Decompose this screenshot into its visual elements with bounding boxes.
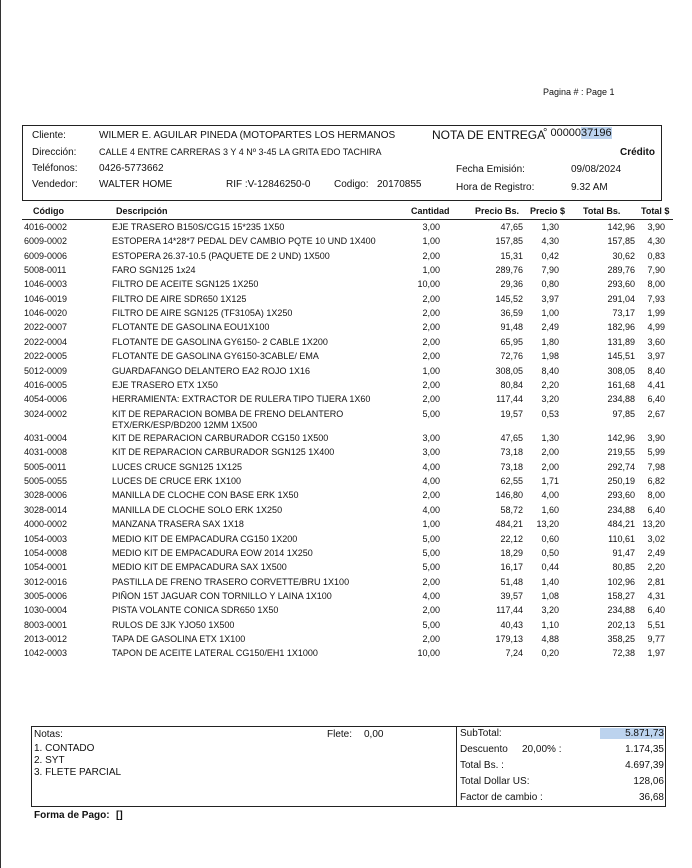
cell-qty: 3,00: [422, 433, 440, 444]
table-row: [0, 236, 692, 249]
phones-label: Teléfonos:: [32, 163, 78, 174]
cell-code: 5012-0009: [24, 365, 68, 376]
cell-desc: RULOS DE 3JK YJO50 1X500: [112, 619, 235, 630]
cell-price-bs: 308,05: [495, 365, 523, 376]
cell-price-bs: 58,72: [500, 504, 523, 515]
cell-total-bs: 234,88: [607, 504, 635, 515]
cell-total-bs: 293,60: [607, 279, 635, 290]
cell-total-usd: 0,83: [647, 250, 665, 261]
cell-desc: FILTRO DE AIRE SDR650 1X125: [112, 293, 247, 304]
cell-code: 1042-0003: [24, 648, 68, 659]
table-row: [0, 380, 692, 393]
cell-price-bs: 179,13: [495, 633, 523, 644]
table-row: [0, 534, 692, 547]
cell-code: 4016-0005: [24, 379, 68, 390]
table-row: [0, 351, 692, 364]
table-row: [0, 222, 692, 235]
cell-total-bs: 30,62: [612, 250, 635, 261]
cell-desc: FILTRO DE AIRE SGN125 (TF3105A) 1X250: [112, 308, 293, 319]
cell-total-bs: 289,76: [607, 265, 635, 276]
freight-label: Flete:: [327, 729, 353, 740]
cell-code: 3024-0002: [24, 408, 68, 419]
col-header-price-usd: Precio $: [530, 206, 566, 216]
cell-total-usd: 7,93: [647, 293, 665, 304]
total-usd-label: Total Dollar US:: [460, 776, 530, 787]
cell-code: 3005-0006: [24, 590, 68, 601]
cell-qty: 2,00: [422, 605, 440, 616]
cell-total-usd: 13,20: [642, 519, 665, 530]
table-row: [0, 394, 692, 407]
cell-desc: PISTA VOLANTE CONICA SDR650 1X50: [112, 605, 279, 616]
cell-total-bs: 97,85: [612, 408, 635, 419]
cell-desc: GUARDAFANGO DELANTERO EA2 ROJO 1X16: [112, 365, 311, 376]
cell-code: 6009-0006: [24, 250, 68, 261]
cell-qty: 2,00: [422, 351, 440, 362]
cell-total-bs: 73,17: [612, 308, 635, 319]
doc-number-suffix: 37196: [581, 127, 612, 139]
cell-qty: 5,00: [422, 619, 440, 630]
cell-desc: FILTRO DE ACEITE SGN125 1X250: [112, 279, 259, 290]
cell-desc: MEDIO KIT DE EMPACADURA EOW 2014 1X250: [112, 547, 313, 558]
cell-total-usd: 6,40: [647, 504, 665, 515]
cell-total-bs: 80,85: [612, 562, 635, 573]
cell-total-usd: 9,77: [647, 633, 665, 644]
cell-total-bs: 234,88: [607, 394, 635, 405]
cell-price-usd: 4,30: [541, 236, 559, 247]
table-row: [0, 577, 692, 590]
code-value: 20170855: [377, 179, 422, 190]
cell-code: 4054-0006: [24, 394, 68, 405]
cell-price-usd: 7,90: [541, 265, 559, 276]
cell-qty: 1,00: [422, 265, 440, 276]
cell-price-bs: 15,31: [500, 250, 523, 261]
cell-desc: EJE TRASERO B150S/CG15 15*235 1X50: [112, 222, 285, 232]
table-row: [0, 447, 692, 460]
cell-price-bs: 40,43: [500, 619, 523, 630]
cell-qty: 3,00: [422, 447, 440, 458]
cell-total-bs: 110,61: [608, 533, 635, 544]
cell-total-bs: 157,85: [607, 236, 635, 247]
note-2: 2. SYT: [34, 755, 65, 766]
doc-title: NOTA DE ENTREGA: [432, 128, 546, 142]
col-header-code: Código: [33, 206, 64, 216]
cell-price-usd: 0,20: [541, 648, 559, 659]
cell-total-bs: 250,19: [607, 476, 635, 487]
cell-price-usd: 1,00: [541, 308, 559, 319]
table-row: [0, 476, 692, 489]
cell-qty: 5,00: [422, 533, 440, 544]
cell-desc: MANILLA DE CLOCHE SOLO ERK 1X250: [112, 504, 283, 515]
cell-code: 3028-0014: [24, 504, 68, 515]
totals-divider: [456, 726, 457, 806]
cell-code: 1030-0004: [24, 605, 68, 616]
cell-price-usd: 13,20: [536, 519, 559, 530]
col-header-total-usd: Total $: [641, 206, 670, 216]
cell-total-usd: 4,41: [647, 379, 665, 390]
cell-total-usd: 6,82: [647, 476, 665, 487]
cell-qty: 3,00: [422, 222, 440, 232]
cell-price-bs: 72,76: [500, 351, 523, 362]
cell-price-bs: 80,84: [500, 379, 523, 390]
cell-price-bs: 47,65: [500, 433, 523, 444]
cell-price-usd: 0,53: [541, 408, 559, 419]
cell-code: 1046-0020: [24, 308, 68, 319]
cell-total-bs: 234,88: [607, 605, 635, 616]
table-row: [0, 294, 692, 307]
table-row: [0, 337, 692, 350]
cell-total-bs: 158,27: [607, 590, 635, 601]
table-row: [0, 462, 692, 475]
note-3: 3. FLETE PARCIAL: [34, 767, 122, 778]
cell-total-usd: 1,97: [647, 648, 665, 659]
cell-price-usd: 1,10: [541, 619, 559, 630]
cell-price-usd: 0,42: [541, 250, 559, 261]
table-row: [0, 634, 692, 647]
cell-code: 5008-0011: [24, 265, 67, 276]
cell-total-usd: 6,40: [647, 605, 665, 616]
cell-price-usd: 0,44: [541, 562, 559, 573]
discount-value: 1.174,35: [625, 744, 664, 755]
cell-total-usd: 2,81: [647, 576, 665, 587]
cell-price-usd: 1,30: [541, 222, 559, 232]
cell-total-bs: 292,74: [607, 461, 635, 472]
code-label: Codigo:: [334, 179, 369, 190]
cell-qty: 5,00: [422, 562, 440, 573]
cell-total-usd: 3,90: [647, 433, 665, 444]
cell-price-bs: 117,44: [496, 394, 523, 405]
cell-total-usd: 3,90: [647, 222, 665, 232]
cell-code: 5005-0055: [24, 476, 68, 487]
cell-code: 8003-0001: [24, 619, 68, 630]
subtotal-label: SubTotal:: [460, 728, 502, 739]
exchange-rate-label: Factor de cambio :: [460, 792, 543, 803]
col-header-desc: Descripción: [116, 206, 168, 216]
cell-price-bs: 65,95: [500, 336, 523, 347]
cell-price-usd: 2,00: [541, 461, 559, 472]
cell-total-bs: 182,96: [607, 322, 635, 333]
cell-price-usd: 0,60: [541, 533, 559, 544]
cell-price-usd: 3,97: [541, 293, 559, 304]
cell-total-bs: 202,13: [607, 619, 635, 630]
cell-desc: LUCES CRUCE SGN125 1X125: [112, 461, 243, 472]
table-row: [0, 648, 692, 661]
table-row: [0, 322, 692, 335]
notes-label: Notas:: [34, 729, 63, 740]
cell-qty: 2,00: [422, 322, 440, 333]
cell-desc: MANZANA TRASERA SAX 1X18: [112, 519, 244, 530]
col-header-total-bs: Total Bs.: [583, 206, 621, 216]
cell-total-usd: 8,00: [647, 279, 665, 290]
header-separator: [22, 219, 673, 220]
cell-qty: 2,00: [422, 576, 440, 587]
table-row: [0, 308, 692, 321]
cell-price-usd: 1,98: [541, 351, 559, 362]
table-row: [0, 279, 692, 292]
note-1: 1. CONTADO: [34, 743, 95, 754]
cell-code: 3012-0016: [24, 576, 68, 587]
cell-total-bs: 131,89: [607, 336, 635, 347]
table-row: [0, 562, 692, 575]
freight-value: 0,00: [364, 729, 384, 740]
cell-total-bs: 484,21: [607, 519, 635, 530]
cell-total-usd: 1,99: [647, 308, 665, 319]
cell-total-usd: 8,40: [647, 365, 665, 376]
cell-qty: 4,00: [422, 504, 440, 515]
table-row: [0, 505, 692, 518]
cell-price-usd: 1,08: [541, 590, 559, 601]
cell-total-usd: 7,90: [647, 265, 665, 276]
cell-price-usd: 2,00: [541, 447, 559, 458]
cell-price-bs: 157,85: [495, 236, 523, 247]
cell-price-bs: 29,36: [500, 279, 523, 290]
cell-qty: 2,00: [422, 379, 440, 390]
cell-total-usd: 3,97: [647, 351, 665, 362]
table-row: [0, 433, 692, 446]
cell-price-bs: 36,59: [500, 308, 523, 319]
cell-price-bs: 51,48: [500, 576, 523, 587]
cell-total-usd: 8,00: [647, 490, 665, 501]
cell-code: 2013-0012: [24, 633, 68, 644]
doc-number: [543, 127, 612, 139]
cell-price-usd: 0,50: [541, 547, 559, 558]
cell-code: 4031-0008: [24, 447, 68, 458]
seller-value: WALTER HOME: [99, 179, 173, 190]
cell-code: 1054-0001: [24, 562, 68, 573]
cell-qty: 1,00: [422, 365, 440, 376]
cell-price-usd: 4,88: [541, 633, 559, 644]
cell-price-bs: 145,52: [495, 293, 523, 304]
cell-total-usd: 5,51: [647, 619, 665, 630]
registration-value: 9.32 AM: [571, 182, 608, 193]
cell-total-bs: 293,60: [607, 490, 635, 501]
cell-desc: EJE TRASERO ETX 1X50: [112, 379, 218, 390]
cell-desc: FLOTANTE DE GASOLINA GY6150-3CABLE/ EMA: [112, 351, 319, 362]
cell-code: 4031-0004: [24, 433, 68, 444]
cell-price-usd: 1,71: [541, 476, 559, 487]
cell-code: 1054-0003: [24, 533, 68, 544]
table-row: [0, 591, 692, 604]
cell-code: 2022-0007: [24, 322, 68, 333]
table-row: [0, 605, 692, 618]
cell-code: 6009-0002: [24, 236, 68, 247]
cell-code: 1046-0003: [24, 279, 68, 290]
cell-total-usd: 2,20: [647, 562, 665, 573]
total-bs-label: Total Bs. :: [460, 760, 504, 771]
rif: RIF :V-12846250-0: [226, 179, 311, 190]
cell-price-bs: 19,57: [500, 408, 523, 419]
cell-desc: FLOTANTE DE GASOLINA EOU1X100: [112, 322, 270, 333]
seller-label: Vendedor:: [32, 179, 78, 190]
cell-desc: TAPON DE ACEITE LATERAL CG150/EH1 1X1000: [112, 648, 318, 659]
cell-desc: HERRAMIENTA: EXTRACTOR DE RULERA TIPO TIJERA 1X60: [112, 394, 371, 405]
discount-percent: 20,00% :: [522, 744, 562, 755]
cell-price-usd: 0,80: [541, 279, 559, 290]
cell-price-usd: 3,20: [541, 605, 559, 616]
cell-total-usd: 7,98: [647, 461, 665, 472]
cell-qty: 2,00: [422, 293, 440, 304]
cell-total-usd: 6,40: [647, 394, 665, 405]
cell-qty: 2,00: [422, 394, 440, 405]
registration-label: Hora de Registro:: [456, 182, 535, 193]
cell-price-usd: 1,30: [541, 433, 559, 444]
cell-price-bs: 47,65: [500, 222, 523, 232]
table-row: [0, 366, 692, 379]
exchange-rate-value: 36,68: [638, 792, 664, 803]
cell-price-usd: 3,20: [541, 394, 559, 405]
cell-qty: 2,00: [422, 633, 440, 644]
payment-label: Forma de Pago:: [34, 810, 110, 821]
cell-qty: 2,00: [422, 250, 440, 261]
subtotal-value: 5.871,73: [600, 728, 664, 739]
cell-desc-line2: ETX/ERK/ESP/BD200 12MM 1X500: [112, 419, 258, 430]
discount-label: Descuento: [460, 744, 508, 755]
cell-price-usd: 1,80: [541, 336, 559, 347]
cell-desc: ESTOPERA 14*28*7 PEDAL DEV CAMBIO PQTE 10 UND 1X400: [112, 236, 376, 247]
total-bs-value: 4.697,39: [625, 760, 664, 771]
cell-price-bs: 289,76: [495, 265, 523, 276]
cell-total-usd: 5,99: [647, 447, 665, 458]
cell-price-bs: 73,18: [500, 461, 523, 472]
cell-qty: 10,00: [417, 279, 440, 290]
cell-total-usd: 3,60: [647, 336, 665, 347]
table-row: [0, 620, 692, 633]
cell-qty: 2,00: [422, 490, 440, 501]
cell-total-bs: 358,25: [607, 633, 635, 644]
cell-total-bs: 145,51: [607, 351, 635, 362]
cell-total-usd: 4,30: [647, 236, 665, 247]
cell-qty: 1,00: [422, 236, 440, 247]
cell-qty: 5,00: [422, 547, 440, 558]
cell-total-usd: 2,49: [647, 547, 665, 558]
cell-price-bs: 91,48: [500, 322, 523, 333]
cell-total-bs: 308,05: [607, 365, 635, 376]
emission-label: Fecha Emisión:: [456, 164, 525, 175]
cell-desc: PASTILLA DE FRENO TRASERO CORVETTE/BRU 1X100: [112, 576, 350, 587]
cell-total-usd: 3,02: [647, 533, 665, 544]
cell-total-bs: 91,47: [612, 547, 635, 558]
cell-price-usd: 2,49: [541, 322, 559, 333]
cell-total-bs: 102,96: [607, 576, 635, 587]
cell-desc: LUCES DE CRUCE ERK 1X100: [112, 476, 242, 487]
cell-code: 4016-0002: [24, 222, 68, 232]
col-header-price-bs: Precio Bs.: [475, 206, 520, 216]
cell-price-usd: 4,00: [541, 490, 559, 501]
cell-total-bs: 142,96: [607, 222, 635, 232]
client-label: Cliente:: [32, 130, 66, 141]
total-usd-value: 128,06: [633, 776, 664, 787]
cell-qty: 1,00: [422, 519, 440, 530]
cell-qty: 4,00: [422, 461, 440, 472]
cell-desc: MEDIO KIT DE EMPACADURA CG150 1X200: [112, 533, 298, 544]
cell-code: 3028-0006: [24, 490, 68, 501]
table-row: [0, 251, 692, 264]
cell-price-bs: 117,44: [496, 605, 523, 616]
cell-desc: FLOTANTE DE GASOLINA GY6150- 2 CABLE 1X200: [112, 336, 328, 347]
cell-total-usd: 4,99: [647, 322, 665, 333]
cell-total-bs: 161,68: [607, 379, 635, 390]
cell-price-bs: 62,55: [500, 476, 523, 487]
payment-value: []: [116, 810, 123, 821]
cell-price-bs: 484,21: [495, 519, 523, 530]
cell-desc: KIT DE REPARACION BOMBA DE FRENO DELANTERO: [112, 408, 344, 419]
cell-price-bs: 18,29: [500, 547, 523, 558]
cell-qty: 4,00: [422, 590, 440, 601]
client-value: WILMER E. AGUILAR PINEDA (MOTOPARTES LOS HERMANOS: [99, 130, 396, 141]
table-row: [0, 265, 692, 278]
doc-number-prefix: ° 00000: [543, 127, 582, 139]
cell-price-bs: 7,24: [505, 648, 523, 659]
cell-desc: TAPA DE GASOLINA ETX 1X100: [112, 633, 246, 644]
cell-total-bs: 291,04: [607, 293, 635, 304]
cell-price-usd: 8,40: [541, 365, 559, 376]
cell-code: 4000-0002: [24, 519, 68, 530]
cell-desc: KIT DE REPARACION CARBURADOR SGN125 1X400: [112, 447, 335, 458]
cell-desc: ESTOPERA 26.37-10.5 (PAQUETE DE 2 UND) 1X500: [112, 250, 330, 261]
cell-desc: KIT DE REPARACION CARBURADOR CG150 1X500: [112, 433, 329, 444]
cell-qty: 2,00: [422, 336, 440, 347]
col-header-qty: Cantidad: [411, 206, 450, 216]
cell-qty: 5,00: [422, 408, 440, 419]
cell-code: 5005-0011: [24, 461, 67, 472]
table-row: [0, 519, 692, 532]
cell-desc: PIÑON 15T JAGUAR CON TORNILLO Y LAINA 1X100: [112, 590, 332, 601]
cell-price-usd: 2,20: [541, 379, 559, 390]
cell-code: 2022-0004: [24, 336, 68, 347]
cell-code: 2022-0005: [24, 351, 68, 362]
cell-qty: 10,00: [417, 648, 440, 659]
cell-qty: 2,00: [422, 308, 440, 319]
page-number: Pagina # : Page 1: [543, 87, 615, 97]
cell-desc: FARO SGN125 1x24: [112, 265, 196, 276]
cell-total-usd: 2,67: [647, 408, 665, 419]
address-label: Dirección:: [32, 147, 77, 158]
table-row: [0, 409, 692, 434]
cell-price-usd: 1,40: [541, 576, 559, 587]
cell-price-usd: 1,60: [541, 504, 559, 515]
cell-price-bs: 22,12: [500, 533, 523, 544]
cell-desc: MANILLA DE CLOCHE CON BASE ERK 1X50: [112, 490, 299, 501]
cell-price-bs: 39,57: [500, 590, 523, 601]
cell-desc: MEDIO KIT DE EMPACADURA SAX 1X500: [112, 562, 287, 573]
cell-total-bs: 219,55: [607, 447, 635, 458]
cell-qty: 4,00: [422, 476, 440, 487]
table-row: [0, 490, 692, 503]
address-value: CALLE 4 ENTRE CARRERAS 3 Y 4 Nº 3-45 LA GRITA EDO TACHIRA: [99, 147, 382, 157]
cell-price-bs: 16,17: [500, 562, 523, 573]
cell-price-bs: 73,18: [500, 447, 523, 458]
cell-code: 1046-0019: [24, 293, 68, 304]
phones-value: 0426-5773662: [99, 163, 164, 174]
cell-total-bs: 72,38: [612, 648, 635, 659]
cell-code: 1054-0008: [24, 547, 68, 558]
cell-total-bs: 142,96: [607, 433, 635, 444]
cell-total-usd: 4,31: [647, 590, 665, 601]
emission-value: 09/08/2024: [571, 164, 622, 175]
credit-label: Crédito: [620, 147, 655, 158]
cell-price-bs: 146,80: [495, 490, 523, 501]
table-row: [0, 548, 692, 561]
